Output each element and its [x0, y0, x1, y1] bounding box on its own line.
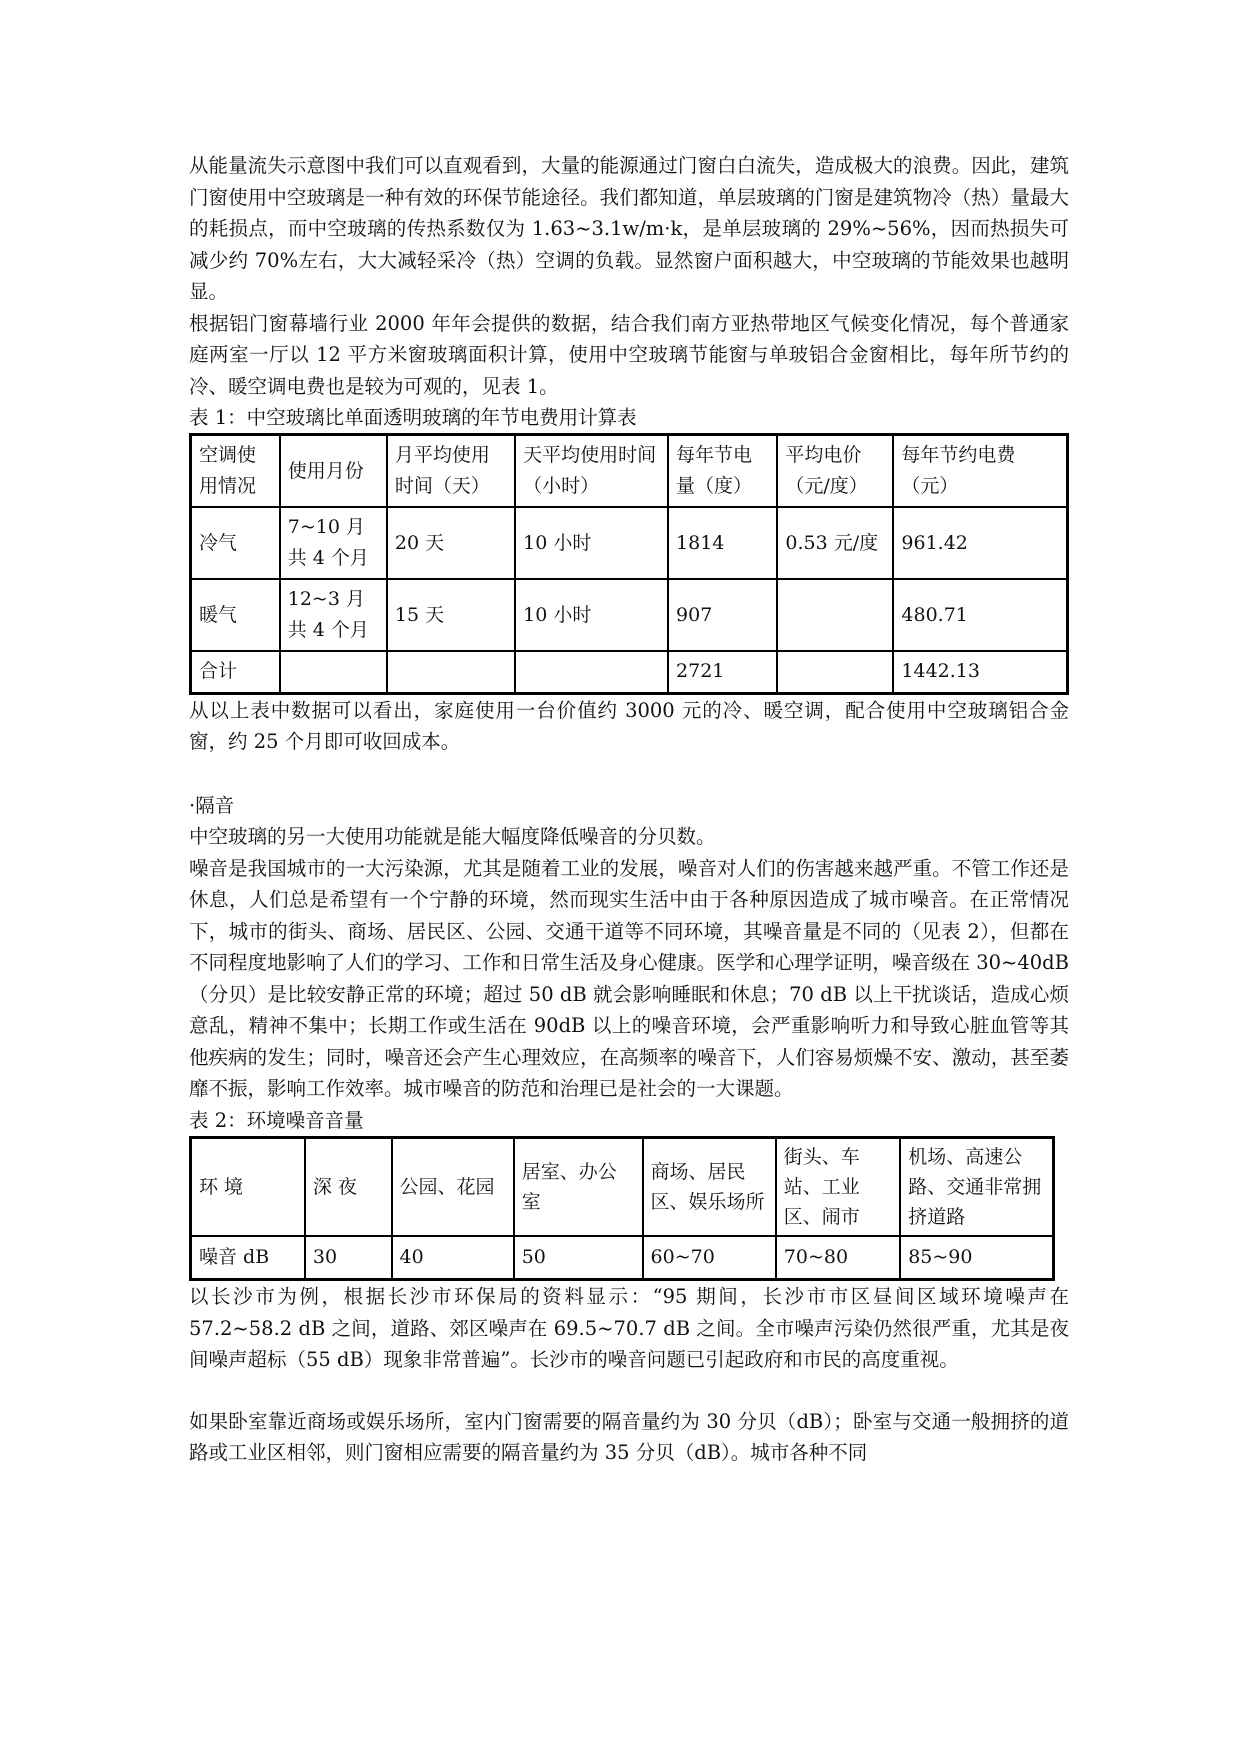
table-row — [191, 507, 1068, 579]
electricity-savings-table — [189, 433, 1069, 695]
spacer — [189, 758, 1069, 790]
table-cell: 冷气 — [191, 507, 280, 579]
table-cell — [515, 651, 668, 693]
table-row — [191, 579, 1068, 651]
table-header-cell: 街头、车站、工业区、闹市 — [776, 1137, 900, 1236]
table-row — [191, 1236, 1054, 1280]
table-header-cell: 使用月份 — [280, 435, 387, 508]
table-header-cell: 居室、办公室 — [514, 1137, 643, 1236]
table-cell: 合计 — [191, 651, 280, 693]
paragraph-noise-intro: 中空玻璃的另一大使用功能就是能大幅度降低噪音的分贝数。 — [189, 825, 716, 848]
table-cell: 40 — [392, 1236, 514, 1280]
table-cell: 85~90 — [900, 1236, 1053, 1280]
table-cell: 907 — [668, 579, 777, 651]
paragraph-changsha-example: 以长沙市为例，根据长沙市环保局的资料显示：“95 期间，长沙市市区昼间区域环境噪声在 57.2~58.2 dB 之间，道路、郊区噪声在 69.5~70.7 dB 之间。全市噪声污染仍然很严重，尤其是夜间噪声超标（55 dB）现象非常普遍”。长沙市的噪音问题已引起政府和市民的高度重视。 — [189, 1285, 1069, 1371]
table-header-cell: 月平均使用时间（天） — [387, 435, 515, 508]
table-row — [191, 651, 1068, 693]
document-page — [189, 150, 1069, 1469]
table-cell: 20 天 — [387, 507, 515, 579]
table-cell: 12~3 月共 4 个月 — [280, 579, 387, 651]
noise-level-table — [189, 1136, 1055, 1282]
table2-caption: 表 2：环境噪音音量 — [189, 1108, 364, 1132]
table-cell: 50 — [514, 1236, 643, 1280]
table-header-row — [191, 1137, 1054, 1236]
table-header-cell: 天平均使用时间（小时） — [515, 435, 668, 508]
table-header-cell: 每年节约电费（元） — [893, 435, 1067, 508]
table-cell: 1814 — [668, 507, 777, 579]
table-header-cell: 环 境 — [191, 1137, 305, 1236]
table-header-cell: 空调使用情况 — [191, 435, 280, 508]
table-header-cell: 每年节电量（度） — [668, 435, 777, 508]
section-title-soundproofing: ·隔音 — [189, 793, 235, 817]
spacer — [189, 1376, 1069, 1406]
table-header-cell: 公园、花园 — [392, 1137, 514, 1236]
table-header-cell: 商场、居民区、娱乐场所 — [643, 1137, 776, 1236]
table-header-cell: 机场、高速公路、交通非常拥挤道路 — [900, 1137, 1053, 1236]
table-cell — [777, 579, 893, 651]
table-cell: 2721 — [668, 651, 777, 693]
table-cell — [280, 651, 387, 693]
table-cell — [777, 651, 893, 693]
paragraph-data-source: 根据铝门窗幕墙行业 2000 年年会提供的数据，结合我们南方亚热带地区气候变化情况，每个普通家庭两室一厅以 12 平方米窗玻璃面积计算，使用中空玻璃节能窗与单玻铝合金窗相比，每年所节约的冷、暖空调电费也是较为可观的，见表 1。 — [189, 311, 1069, 398]
table-cell: 7~10 月共 4 个月 — [280, 507, 387, 579]
table-header-row — [191, 435, 1068, 508]
table-cell: 10 小时 — [515, 579, 668, 651]
table-cell — [387, 651, 515, 693]
table-cell: 480.71 — [893, 579, 1067, 651]
table-cell: 15 天 — [387, 579, 515, 651]
table-cell: 60~70 — [643, 1236, 776, 1280]
table-cell: 0.53 元/度 — [777, 507, 893, 579]
table1-caption: 表 1：中空玻璃比单面透明玻璃的年节电费用计算表 — [189, 406, 637, 429]
table-cell: 30 — [305, 1236, 392, 1280]
table-cell: 噪音 dB — [191, 1236, 305, 1280]
table-header-cell: 深 夜 — [305, 1137, 392, 1236]
paragraph-noise-pollution: 噪音是我国城市的一大污染源，尤其是随着工业的发展，噪音对人们的伤害越来越严重。不管工作还是休息，人们总是希望有一个宁静的环境，然而现实生活中由于各种原因造成了城市噪音。在正常情况下，城市的街头、商场、居民区、公园、交通干道等不同环境，其噪音量是不同的（见表 2），但都在不同程度地影响了人们的学习、工作和日常生活及身心健康。医学和心理学证明，噪音级在 30~40dB（分贝）是比较安静正常的环境；超过 50 dB 就会影响睡眠和休息；70 dB 以上干扰谈话，造成心烦意乱，精神不集中；长期工作或生活在 90dB 以上的噪音环境，会严重影响听力和导致心脏血管等其他疾病的发生；同时，噪音还会产生心理效应，在高频率的噪音下，人们容易烦燥不安、激动，甚至萎靡不振，影响工作效率。城市噪音的防范和治理已是社会的一大课题。 — [189, 856, 1069, 1100]
table-cell: 961.42 — [893, 507, 1067, 579]
table-cell: 1442.13 — [893, 651, 1067, 693]
paragraph-energy-loss: 从能量流失示意图中我们可以直观看到，大量的能源通过门窗白白流失，造成极大的浪费。因此，建筑门窗使用中空玻璃是一种有效的环保节能途径。我们都知道，单层玻璃的门窗是建筑物冷（热）量最大的耗损点，而中空玻璃的传热系数仅为 1.63~3.1w/m·k，是单层玻璃的 29%~56%，因而热损失可减少约 70%左右，大大减轻采冷（热）空调的负载。显然窗户面积越大，中空玻璃的节能效果也越明显。 — [189, 154, 1069, 303]
paragraph-soundproofing-needs: 如果卧室靠近商场或娱乐场所，室内门窗需要的隔音量约为 30 分贝（dB）；卧室与交通一般拥挤的道路或工业区相邻，则门窗相应需要的隔音量约为 35 分贝（dB）。城市各种不同 — [189, 1409, 1069, 1464]
table-cell: 70~80 — [776, 1236, 900, 1280]
table-cell: 暖气 — [191, 579, 280, 651]
table-cell: 10 小时 — [515, 507, 668, 579]
paragraph-payback: 从以上表中数据可以看出，家庭使用一台价值约 3000 元的冷、暖空调，配合使用中空玻璃铝合金窗，约 25 个月即可收回成本。 — [189, 698, 1069, 753]
table-header-cell: 平均电价（元/度） — [777, 435, 893, 508]
